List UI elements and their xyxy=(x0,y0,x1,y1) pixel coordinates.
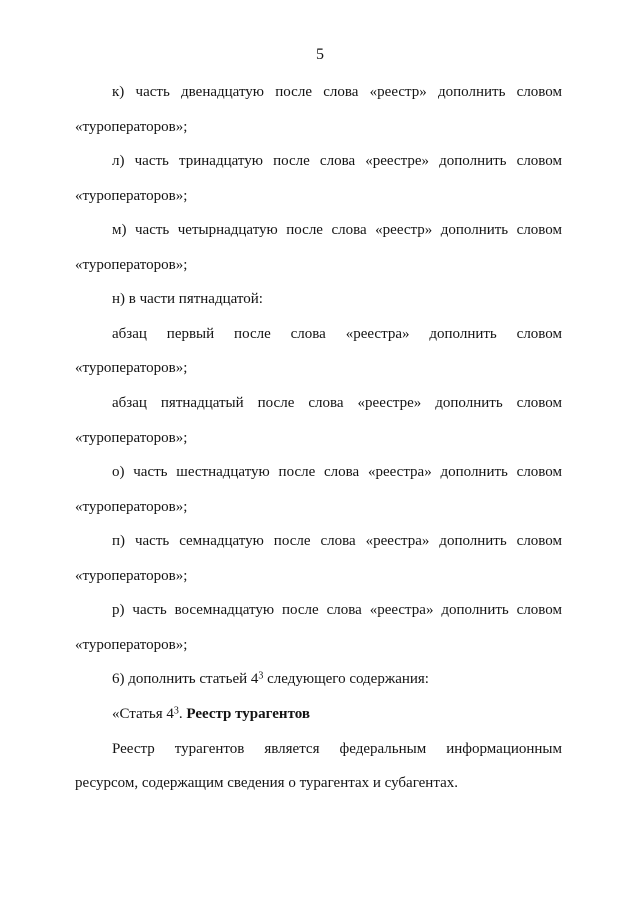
amendment-n-paragraph-first-line: абзац первый после слова «реестра» дополнить словом xyxy=(112,326,562,342)
amendment-l-first-line: л) часть тринадцатую после слова «реестре» дополнить словом xyxy=(112,153,562,169)
amendment-r-second-line: «туроператоров»; xyxy=(75,637,188,653)
article-heading-superscript: 3 xyxy=(173,705,179,717)
amendment-m-second-line: «туроператоров»; xyxy=(75,257,188,273)
article-heading-title: Реестр турагентов xyxy=(186,706,310,722)
amendment-l-second-line: «туроператоров»; xyxy=(75,188,188,204)
article-intro-text: 6) дополнить статьей 4 xyxy=(112,671,259,687)
amendment-m-first-line: м) часть четырнадцатую после слова «реестр» дополнить словом xyxy=(112,222,562,238)
page-number: 5 xyxy=(316,46,324,63)
amendment-n-paragraph-fifteenth-line: абзац пятнадцатый после слова «реестре» дополнить словом xyxy=(112,395,562,411)
amendment-o-first-line: о) часть шестнадцатую после слова «реестра» дополнить словом xyxy=(112,464,562,480)
amendment-n-paragraph-first-second-line: «туроператоров»; xyxy=(75,360,188,376)
article-heading xyxy=(112,704,562,724)
amendment-p-first-line: п) часть семнадцатую после слова «реестра» дополнить словом xyxy=(112,533,562,549)
article-intro-superscript: 3 xyxy=(258,670,264,682)
article-body-second-line: ресурсом, содержащим сведения о турагентах и субагентах. xyxy=(75,775,458,791)
article-intro-line xyxy=(112,669,562,689)
article-body-first-line: Реестр турагентов является федеральным информационным xyxy=(112,741,562,757)
amendment-n-line: н) в части пятнадцатой: xyxy=(112,291,263,307)
article-heading-label: «Статья 4 xyxy=(112,706,174,722)
amendment-p-second-line: «туроператоров»; xyxy=(75,568,188,584)
article-heading-separator: . xyxy=(178,706,187,722)
article-intro-text-end: следующего содержания: xyxy=(263,671,429,687)
amendment-r-first-line: р) часть восемнадцатую после слова «реестра» дополнить словом xyxy=(112,602,562,618)
amendment-o-second-line: «туроператоров»; xyxy=(75,499,188,515)
amendment-n-paragraph-fifteenth-second-line: «туроператоров»; xyxy=(75,430,188,446)
amendment-k-first-line: к) часть двенадцатую после слова «реестр» дополнить словом xyxy=(112,84,562,100)
amendment-k-second-line: «туроператоров»; xyxy=(75,119,188,135)
